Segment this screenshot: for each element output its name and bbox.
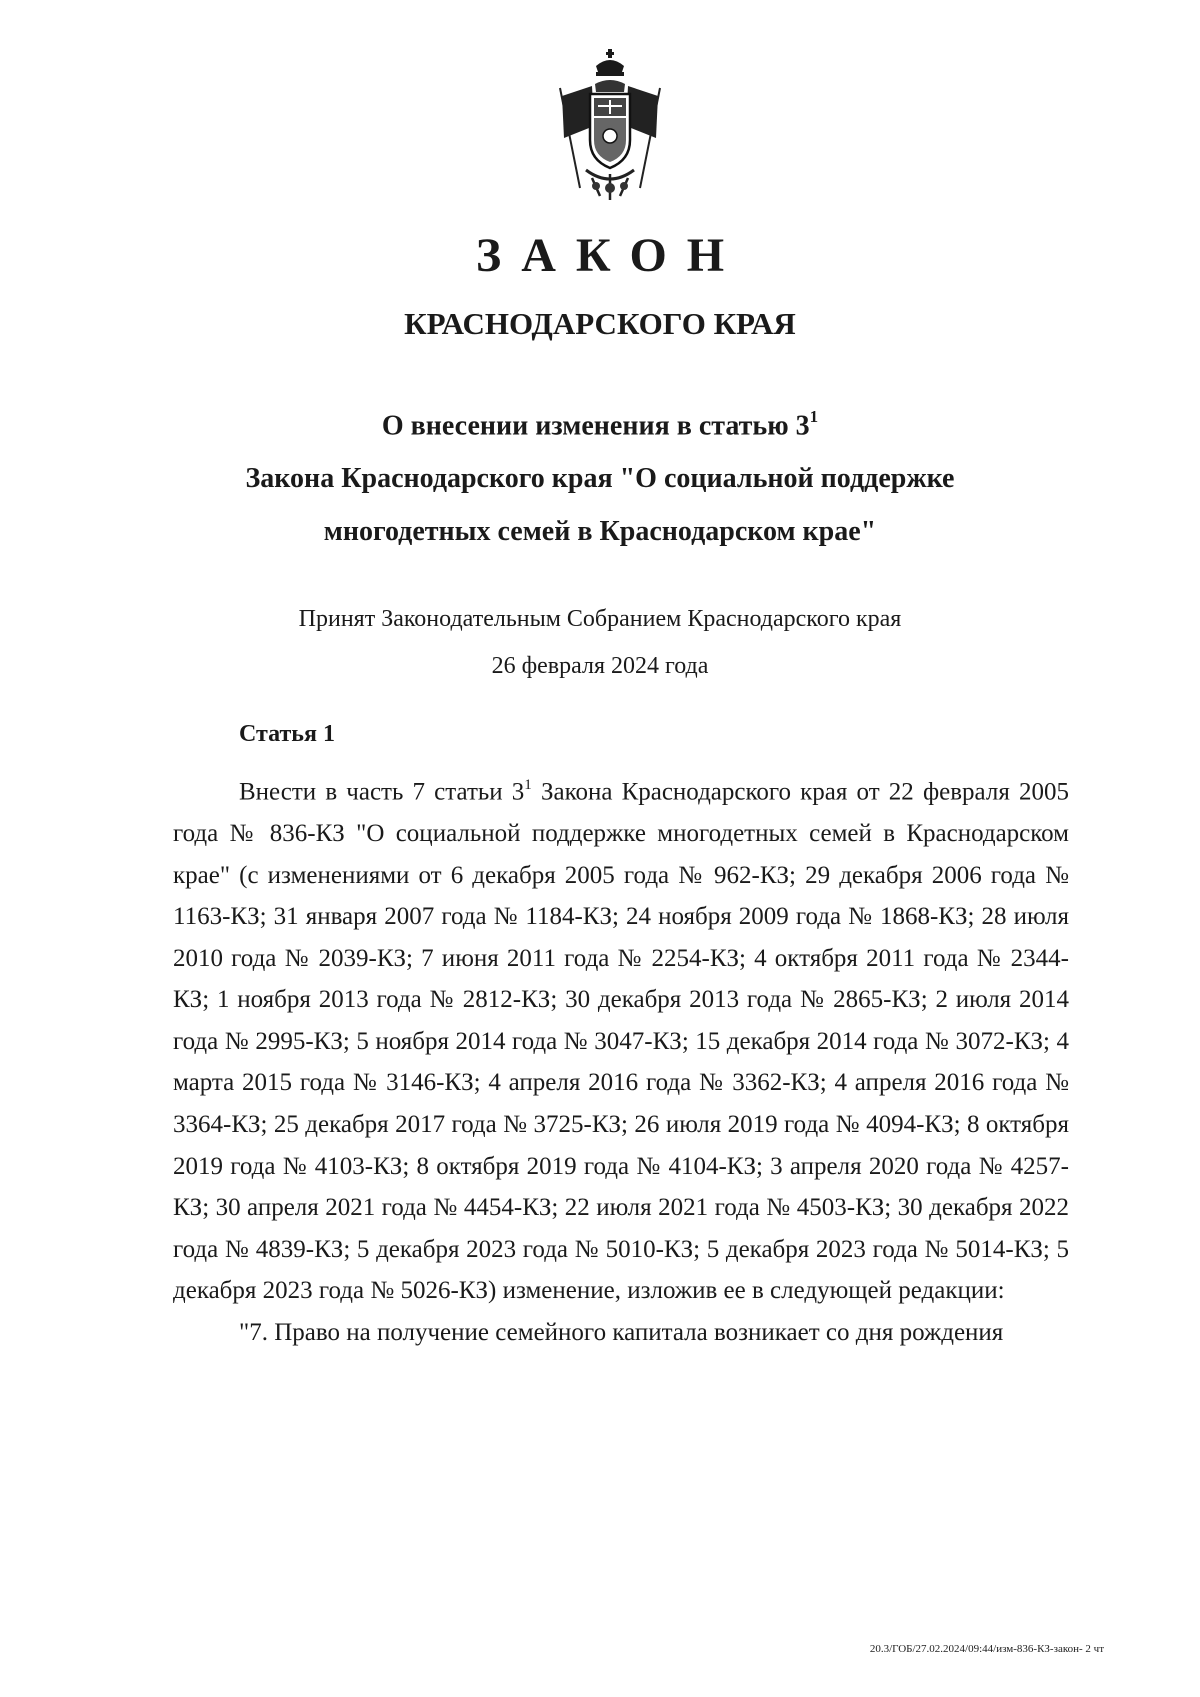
subject-line-1-text: О внесении изменения в статью 3 xyxy=(381,410,810,442)
coat-of-arms-icon xyxy=(540,48,680,203)
subject-line-3: многодетных семей в Краснодарском крае" xyxy=(323,516,877,548)
region-title: КРАСНОДАРСКОГО КРАЯ xyxy=(404,306,796,341)
article-paragraph-1 xyxy=(173,766,1069,1312)
adoption-line-1: Принят Законодательным Собранием Краснодарского края xyxy=(298,606,902,632)
subject-line-1 xyxy=(0,392,1200,452)
law-title: ЗАКОН xyxy=(475,229,745,282)
law-subject xyxy=(0,392,1200,558)
adoption-date: 26 февраля 2024 года xyxy=(491,653,709,679)
article-body xyxy=(173,766,1069,1354)
adoption-info xyxy=(0,596,1200,690)
paragraph-1-start: Внести в часть 7 статьи 3 xyxy=(239,778,525,806)
article-heading: Статья 1 xyxy=(239,721,335,747)
document-code: 20.3/ГОБ/27.02.2024/09:44/изм-836-КЗ-закон- 2 чт xyxy=(869,1643,1104,1655)
article-paragraph-2: "7. Право на получение семейного капитала возникает со дня рождения xyxy=(239,1319,1004,1347)
paragraph-1-superscript: 1 xyxy=(524,777,532,793)
paragraph-1-rest: Закона Краснодарского края от 22 февраля 2005 года № 836-КЗ "О социальной поддержке многодетных семей в Краснодарском крае" (с изменениями от 6 декабря 2005 года № 962-КЗ; 29 декабря 2006 года № 1163-КЗ; 31 января 2007 года № 1184-КЗ; 24 ноября 2009 года № 1868-КЗ; 28 июля 2010 года № 2039-КЗ; 7 июня 2011 года № 2254-КЗ; 4 октября 2011 года № 2344-КЗ; 1 ноября 2013 года № 2812-КЗ; 30 декабря 2013 года № 2865-КЗ; 2 июля 2014 года № 2995-КЗ; 5 ноября 2014 года № 3047-КЗ; 15 декабря 2014 года № 3072-КЗ; 4 марта 2015 года № 3146-КЗ; 4 апреля 2016 года № 3362-КЗ; 4 апреля 2016 года № 3364-КЗ; 25 декабря 2017 года № 3725-КЗ; 26 июля 2019 года № 4094-КЗ; 8 октября 2019 года № 4103-КЗ; 8 октября 2019 года № 4104-КЗ; 3 апреля 2020 года № 4257-КЗ; 30 апреля 2021 года № 4454-КЗ; 22 июля 2021 года № 4503-КЗ; 30 декабря 2022 года № 4839-КЗ; 5 декабря 2023 года № 5010-КЗ; 5 декабря 2023 года № 5014-КЗ; 5 декабря 2023 года № 5026-КЗ) изменение, изложив ее в следующей редакции: xyxy=(173,778,1069,1305)
subject-superscript: 1 xyxy=(809,407,819,426)
subject-line-2: Закона Краснодарского края "О социальной поддержке xyxy=(245,463,955,495)
